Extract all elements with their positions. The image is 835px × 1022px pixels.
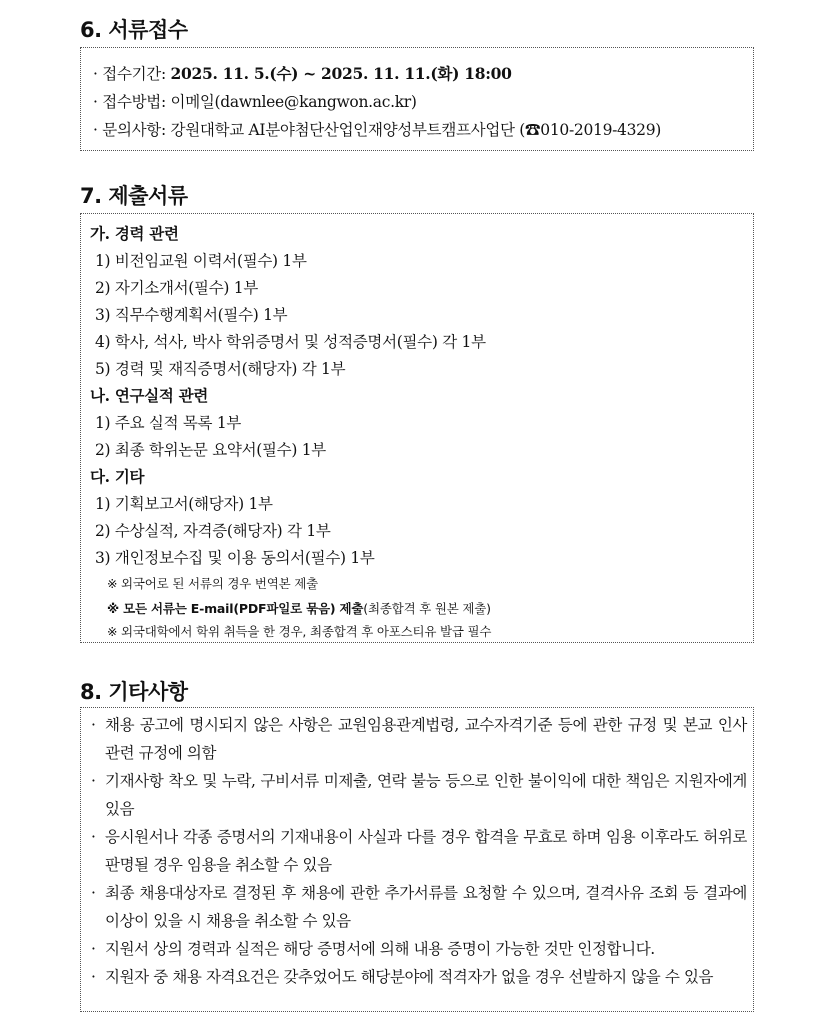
bullet: · [91, 716, 96, 734]
group-heading-career: 가. 경력 관련 [90, 224, 179, 243]
note-apostille: ※ 외국대학에서 학위 취득을 한 경우, 최종합격 후 아포스티유 발급 필수 [107, 624, 492, 639]
notice-item [91, 823, 747, 879]
notice-item [91, 935, 747, 963]
list-item: 2) 수상실적, 자격증(해당자) 각 1부 [95, 522, 331, 540]
bullet: · [91, 940, 96, 958]
info-row-contact [93, 118, 661, 140]
section-8-box [80, 707, 754, 1012]
period-label: 접수기간: [102, 65, 171, 83]
notice-item [91, 711, 747, 767]
period-value: 2025. 11. 5.(수) ~ 2025. 11. 11.(화) 18:00 [170, 64, 512, 83]
bullet: · [91, 968, 96, 986]
note-email-rest: (최종합격 후 원본 제출) [363, 601, 491, 616]
note-translation: ※ 외국어로 된 서류의 경우 번역본 제출 [107, 576, 319, 591]
notice-text: 기재사항 착오 및 누락, 구비서류 미제출, 연락 불능 등으로 인한 불이익에 대한 책임은 지원자에게 있음 [105, 772, 747, 818]
notice-text: 지원서 상의 경력과 실적은 해당 증명서에 의해 내용 증명이 가능한 것만 인정합니다. [105, 940, 655, 958]
notice-text: 채용 공고에 명시되지 않은 사항은 교원임용관계법령, 교수자격기준 등에 관한 규정 및 본교 인사 관련 규정에 의함 [105, 716, 747, 762]
note-email-bold: ※ 모든 서류는 E-mail(PDF파일로 묶음) 제출 [107, 601, 364, 616]
notice-text: 응시원서나 각종 증명서의 기재내용이 사실과 다를 경우 합격을 무효로 하며 임용 이후라도 허위로 판명될 경우 임용을 취소할 수 있음 [105, 828, 747, 874]
bullet: · [91, 772, 96, 790]
list-item: 1) 비전임교원 이력서(필수) 1부 [95, 252, 307, 270]
section-8-title: 8. 기타사항 [80, 680, 188, 704]
list-item: 5) 경력 및 재직증명서(해당자) 각 1부 [95, 360, 346, 378]
bullet: · [91, 884, 96, 902]
note-email-submission [107, 599, 491, 617]
notice-text: 지원자 중 채용 자격요건은 갖추었어도 해당분야에 적격자가 없을 경우 선발하지 않을 수 있음 [105, 968, 714, 986]
list-item: 3) 직무수행계획서(필수) 1부 [95, 306, 288, 324]
list-item: 2) 최종 학위논문 요약서(필수) 1부 [95, 441, 326, 459]
list-item: 2) 자기소개서(필수) 1부 [95, 279, 259, 297]
list-item: 1) 기획보고서(해당자) 1부 [95, 495, 273, 513]
notice-item [91, 963, 747, 991]
bullet: · [93, 65, 98, 83]
group-heading-research: 나. 연구실적 관련 [90, 386, 209, 405]
section-6-title: 6. 서류접수 [80, 18, 188, 42]
notice-item [91, 767, 747, 823]
list-item: 4) 학사, 석사, 박사 학위증명서 및 성적증명서(필수) 각 1부 [95, 333, 486, 351]
contact-value: 강원대학교 AI분야첨단산업인재양성부트캠프사업단 (☎010-2019-4329) [170, 121, 662, 139]
method-label: 접수방법: [102, 93, 171, 111]
group-heading-other: 다. 기타 [90, 467, 145, 486]
bullet: · [93, 121, 98, 139]
info-row-method [93, 90, 417, 112]
bullet: · [91, 828, 96, 846]
info-row-period [93, 62, 512, 84]
notice-item [91, 879, 747, 935]
list-item: 1) 주요 실적 목록 1부 [95, 414, 242, 432]
section-6-box [80, 47, 754, 151]
contact-label: 문의사항: [102, 121, 171, 139]
bullet: · [93, 93, 98, 111]
notice-text: 최종 채용대상자로 결정된 후 채용에 관한 추가서류를 요청할 수 있으며, 결격사유 조회 등 결과에 이상이 있을 시 채용을 취소할 수 있음 [105, 884, 747, 930]
section-7-box [80, 213, 754, 643]
list-item: 3) 개인정보수집 및 이용 동의서(필수) 1부 [95, 549, 375, 567]
method-value: 이메일(dawnlee@kangwon.ac.kr) [170, 93, 417, 111]
section-7-title: 7. 제출서류 [80, 184, 188, 208]
